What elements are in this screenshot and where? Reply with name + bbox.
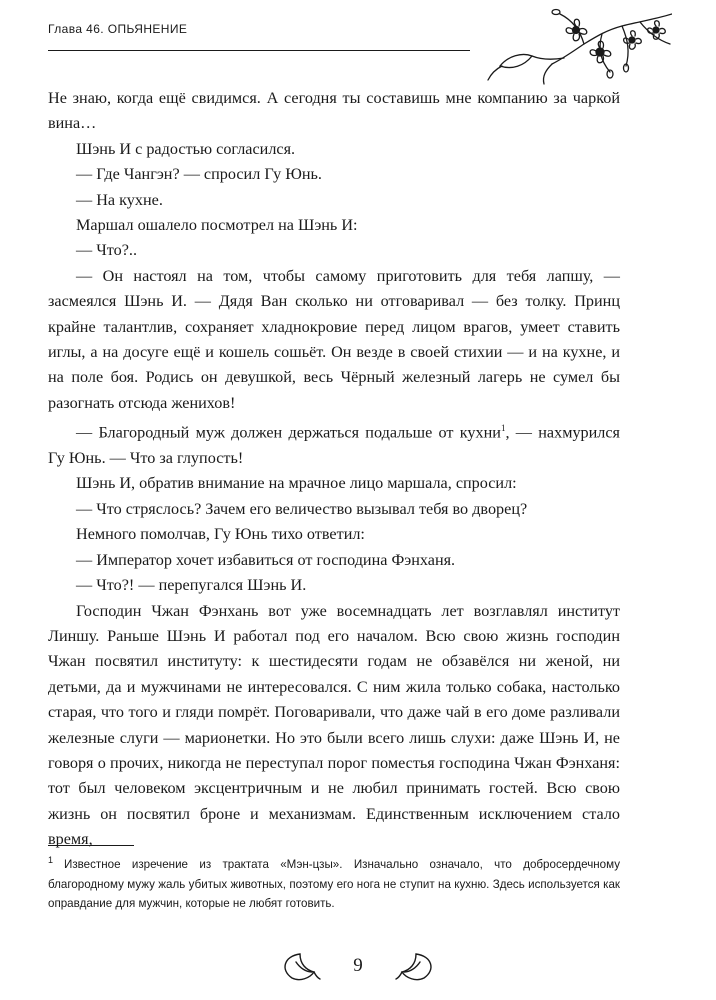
paragraph: — На кухне. (76, 190, 163, 209)
paragraph: Не знаю, когда ещё свидимся. А сегодня ты составишь мне компанию за чаркой вина… (48, 89, 620, 133)
paragraph: — Император хочет избавиться от господина Фэнханя. (76, 550, 456, 569)
footnote-reference[interactable]: 1 (500, 423, 506, 434)
right-leaf-icon (396, 954, 431, 980)
footnote: 1 Известное изречение из трактата «Мэн-цзы». Изначально означало, что добросердечному благородному мужу жаль убитых животных, поэтому его нога не ступит на кухню. Здесь используется как оправдание для мужчин, которые не любят готовить. (48, 855, 620, 911)
paragraph: — Что стряслось? Зачем его величество вызывал тебя во дворец? (76, 499, 528, 518)
footnote-rule (48, 845, 134, 846)
paragraph: Шэнь И с радостью согласился. (76, 139, 296, 158)
left-leaf-icon (285, 954, 320, 980)
header-rule (48, 50, 470, 51)
paragraph: — Что?.. (76, 241, 137, 260)
paragraph-with-footnote (48, 416, 620, 471)
footnote-text: Известное изречение из трактата «Мэн-цзы». Изначально означало, что добросердечному благородному мужу жаль убитых животных, поэтому его нога не ступит на кухню. Здесь используется как оправдание для мужчин, которые не любят готовить. (48, 858, 620, 911)
paragraph: Шэнь И, обратив внимание на мрачное лицо маршала, спросил: (76, 474, 517, 493)
paragraph-text: , — нахмурился Гу Юнь. — Что за глупость! (48, 423, 620, 468)
paragraph: — Он настоял на том, чтобы самому приготовить для тебя лапшу, — засмеялся Шэнь И. — Дядя Ван сколько ни отговаривал — без толку. Принц крайне талантлив, сохраняет хладнокровие перед лицом врагов, умеет ставить иглы, а на досуге ещё и кошель сошьёт. Он везде в своей стихии — и на кухне, и на поле боя. Родись он девушкой, весь Чёрный железный лагерь не сумел бы разогнать отсюда женихов! (48, 266, 620, 412)
body-text (48, 86, 620, 853)
running-title: Глава 46. ОПЬЯНЕНИЕ (48, 22, 188, 36)
page-number: 9 (353, 955, 363, 976)
paragraph: — Где Чангэн? — спросил Гу Юнь. (76, 165, 322, 184)
paragraph: — Что?! — перепугался Шэнь И. (76, 576, 307, 595)
paragraph-text: — Благородный муж должен держаться подальше от кухни (76, 423, 501, 442)
paragraph-continued: Господин Чжан Фэнхань вот уже восемнадцать лет возглавлял институт Линшу. Раньше Шэнь И работал под его началом. Всю свою жизнь господин Чжан посвятил институту: к шестидесяти годам не обзавёлся ни женой, ни детьми, да и мужчинами не интересовался. С ним жила только собака, настолько старая, что того и гляди помрёт. Поговаривали, что даже чай в его доме разливали железные слуги — марионетки. Но это были всего лишь слухи: даже Шэнь И, не говоря о прочих, никогда не переступал порог поместья господина Чжан Фэнханя: тот был человеком эксцентричным и не любил принимать гостей. Всю свою жизнь он посвятил броне и механизмам. Единственным исключением стало время, (48, 601, 620, 849)
plum-blossom-branch-icon (472, 0, 672, 88)
paragraph: Маршал ошалело посмотрел на Шэнь И: (76, 216, 358, 235)
paragraph: Немного помолчав, Гу Юнь тихо ответил: (76, 525, 365, 544)
